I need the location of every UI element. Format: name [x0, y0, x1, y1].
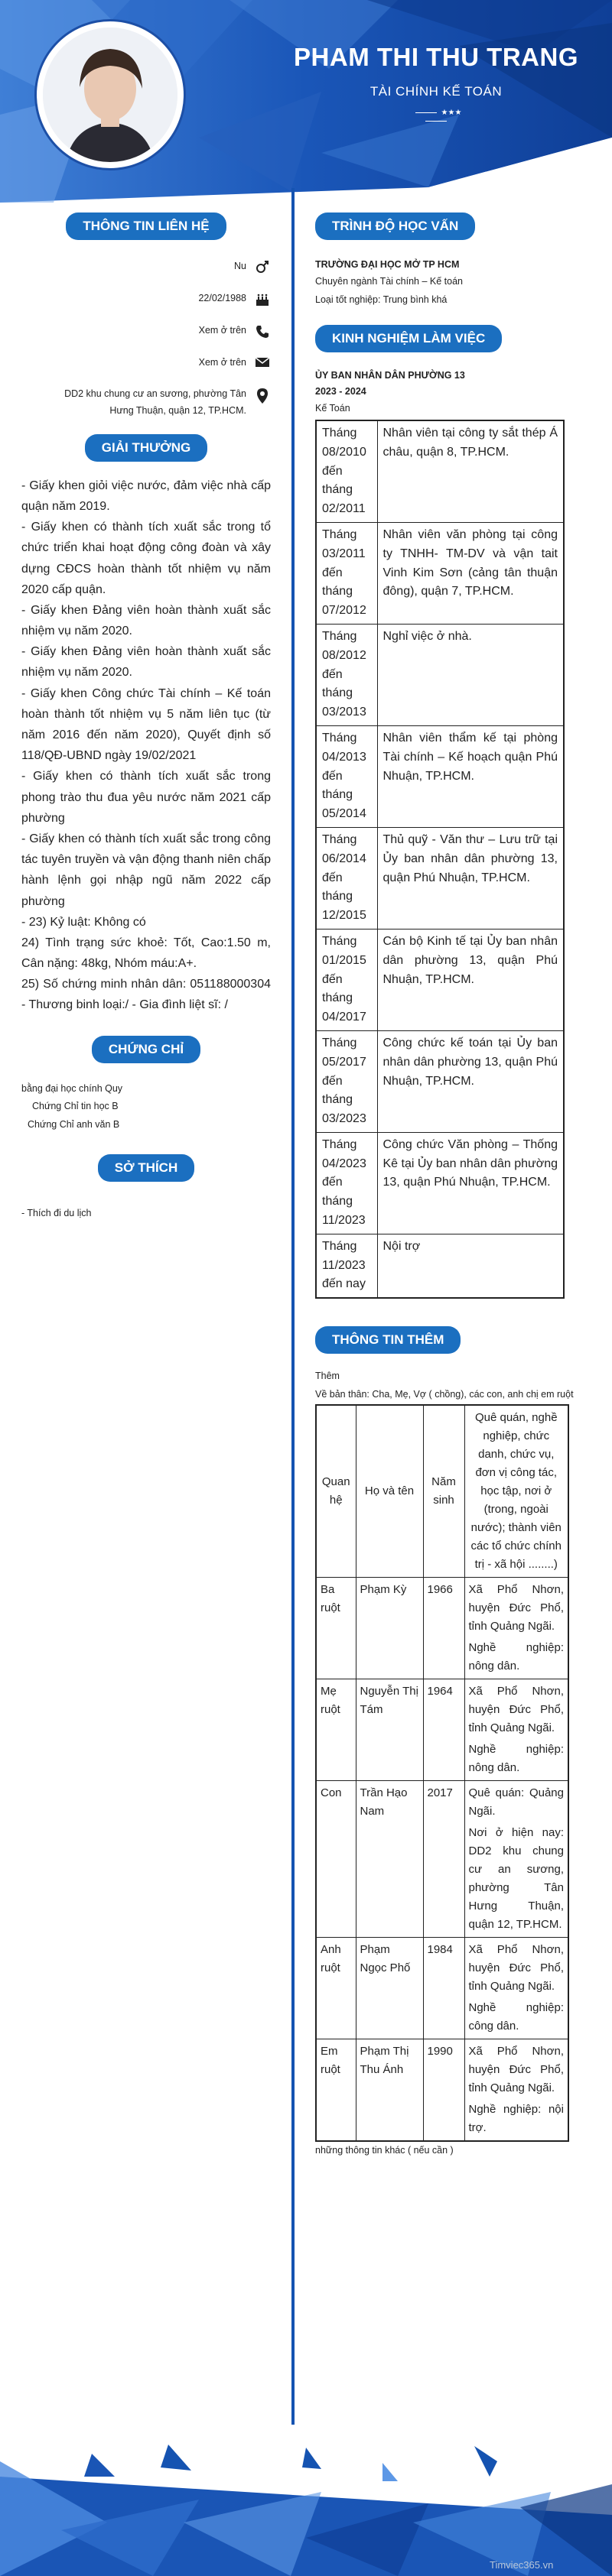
experience-row — [316, 929, 564, 1030]
experience-description: Nghỉ việc ở nhà. — [377, 624, 564, 725]
family-subtitle: Về bản thân: Cha, Mẹ, Vợ ( chồng), các con, anh chị em ruột — [315, 1389, 574, 1400]
experience-row — [316, 827, 564, 929]
family-details — [464, 1679, 568, 1780]
experience-row — [316, 1030, 564, 1132]
candidate-name: PHAM THI THU TRANG — [294, 43, 578, 71]
certificates-list — [21, 1080, 271, 1134]
position: Kế Toán — [315, 403, 350, 414]
awards-heading: GIẢI THƯỞNG — [85, 434, 207, 462]
gender-icon — [254, 260, 271, 275]
family-year: 1990 — [423, 2039, 464, 2141]
experience-date: Tháng 04/2013 đến tháng 05/2014 — [316, 725, 377, 827]
cake-icon — [254, 292, 271, 307]
experience-description: Nhân viên thẩm kế tại phòng Tài chính – Kế hoạch quận Phú Nhuận, TP.HCM. — [377, 725, 564, 827]
column-header: Quê quán, nghề nghiệp, chức danh, chức vụ, đơn vị công tác, học tập, nơi ở (trong, ngoài nước); thành viên các tổ chức chính trị - xã hội ........) — [464, 1405, 568, 1578]
email-row — [21, 355, 271, 371]
family-row — [316, 1679, 568, 1780]
experience-description: Nhân viên văn phòng tại công ty TNHH- TM-DV và vận tait Vinh Kim Sơn (cảng tân thuận đông), quận 7, TP.HCM. — [377, 522, 564, 624]
phone-row — [21, 323, 271, 339]
experience-description: Cán bộ Kinh tế tại Ủy ban nhân dân phường 13, quận Phú Nhuận, TP.HCM. — [377, 929, 564, 1030]
experience-row — [316, 725, 564, 827]
gender-row — [21, 258, 271, 275]
award-item: - Giấy khen giỏi việc nước, đảm việc nhà cấp quận năm 2019. — [21, 479, 271, 513]
hobby-item: - Thích đi du lịch — [21, 1207, 92, 1218]
phone-icon — [254, 324, 271, 339]
award-item: - Giấy khen có thành tích xuất sắc trong phong trào thu đua yêu nước năm 2021 cấp phường — [21, 770, 271, 825]
school-name: TRƯỜNG ĐẠI HỌC MỞ TP HCM — [315, 259, 460, 270]
column-header: Năm sinh — [423, 1405, 464, 1578]
column-header: Quan hệ — [316, 1405, 356, 1578]
email-value: Xem ở trên — [198, 357, 246, 368]
watermark: Timviec365.vn — [490, 2559, 554, 2571]
experience-row — [316, 522, 564, 624]
award-item: - Giấy khen Công chức Tài chính – Kế toán hoàn thành tốt nhiệm vụ 5 năm liên tục (từ năm 2016 đến năm 2020), Quyết định số 118/QĐ-UBND ngày 19/02/2021 — [21, 686, 271, 763]
header-banner — [0, 0, 612, 203]
family-row — [316, 1577, 568, 1679]
family-row — [316, 2039, 568, 2141]
title-stars: ★★★ — [398, 109, 474, 125]
family-row — [316, 1780, 568, 1937]
experience-date: Tháng 04/2023 đến tháng 11/2023 — [316, 1132, 377, 1234]
family-rel: Mẹ ruột — [316, 1679, 356, 1780]
experience-row — [316, 624, 564, 725]
experience-row — [316, 1132, 564, 1234]
phone-value: Xem ở trên — [198, 325, 246, 336]
experience-row — [316, 420, 564, 522]
additional-heading: THÔNG TIN THÊM — [315, 1326, 461, 1354]
additional-intro: Thêm — [315, 1371, 340, 1382]
family-details — [464, 1780, 568, 1937]
experience-date: Tháng 05/2017 đến tháng 03/2023 — [316, 1030, 377, 1132]
experience-description: Công chức Văn phòng – Thống Kê tại Ủy ban nhân dân phường 13, quận Phú Nhuận, TP.HCM. — [377, 1132, 564, 1234]
experience-table — [315, 420, 565, 1299]
family-name: Phạm Kỳ — [356, 1577, 423, 1679]
envelope-icon — [254, 356, 271, 368]
experience-date: Tháng 08/2010 đến tháng 02/2011 — [316, 420, 377, 522]
certificate-item: bằng đại học chính Quy — [21, 1082, 123, 1094]
family-rel: Ba ruột — [316, 1577, 356, 1679]
column-divider — [291, 188, 295, 2425]
family-name: Phạm Thị Thu Ánh — [356, 2039, 423, 2141]
birthday-value: 22/02/1988 — [198, 293, 246, 303]
education-heading: TRÌNH ĐỘ HỌC VẤN — [315, 213, 475, 240]
footer-banner — [0, 2431, 612, 2576]
family-table — [315, 1404, 569, 2142]
family-occupation: Nơi ở hiện nay: DD2 khu chung cư an sương, phường Tân Hưng Thuận, quận 12, TP.HCM. — [468, 1825, 564, 1931]
experience-row — [316, 1234, 564, 1298]
family-occupation: Nghề nghiệp: nông dân. — [468, 1640, 564, 1672]
experience-description: Nhân viên tại công ty sắt thép Á châu, quận 8, TP.HCM. — [377, 420, 564, 522]
experience-description: Thủ quỹ - Văn thư – Lưu trữ tại Ủy ban nhân dân phường 13, quận Phú Nhuận, TP.HCM. — [377, 827, 564, 929]
family-year: 1966 — [423, 1577, 464, 1679]
award-item: 24) Tình trạng sức khoẻ: Tốt, Cao:1.50 m, Cân nặng: 48kg, Nhóm máu:A+. — [21, 936, 271, 971]
family-details — [464, 1937, 568, 2039]
family-hometown: Xã Phổ Nhơn, huyện Đức Phổ, tỉnh Quảng Ngãi. — [468, 1582, 564, 1633]
certificate-item: Chứng Chỉ anh văn B — [28, 1119, 120, 1131]
job-title: TÀI CHÍNH KẾ TOÁN — [369, 84, 503, 99]
avatar — [37, 21, 184, 168]
column-header: Họ và tên — [356, 1405, 423, 1578]
family-header-row — [316, 1405, 568, 1578]
family-rel: Con — [316, 1780, 356, 1937]
employer-name: ỦY BAN NHÂN DÂN PHƯỜNG 13 — [315, 369, 465, 381]
family-occupation: Nghề nghiệp: nội trợ. — [468, 2102, 564, 2134]
experience-heading: KINH NGHIỆM LÀM VIỆC — [315, 325, 502, 352]
birthday-row — [21, 290, 271, 307]
location-pin-icon — [254, 388, 271, 404]
family-rel: Em ruột — [316, 2039, 356, 2141]
major: Chuyên ngành Tài chính – Kế toán — [315, 276, 463, 287]
address-line-1: DD2 khu chung cư an sương, phường Tân — [64, 388, 246, 400]
avatar-photo — [43, 28, 177, 162]
family-details — [464, 2039, 568, 2141]
experience-description: Công chức kế toán tại Ủy ban nhân dân phường 13, quận Phú Nhuận, TP.HCM. — [377, 1030, 564, 1132]
footer-background — [0, 2431, 612, 2576]
experience-date: Tháng 01/2015 đến tháng 04/2017 — [316, 929, 377, 1030]
left-column — [21, 213, 271, 1223]
award-item: - 23) Kỷ luật: Không có — [21, 915, 146, 929]
certificate-item: Chứng Chỉ tin học B — [32, 1101, 119, 1112]
award-item: - Giấy khen có thành tích xuất sắc trong tổ chức triển khai hoạt động công đoàn và xây dựng CĐCS hoàn thành tốt nhiệm vụ năm 2020 cấp quận. — [21, 521, 271, 596]
award-item: - Giấy khen có thành tích xuất sắc trong công tác tuyên truyền và vận động thanh niên chấp hành lệnh gọi nhập ngũ năm 2022 cấp phường — [21, 832, 271, 908]
family-name: Trần Hạo Nam — [356, 1780, 423, 1937]
family-details — [464, 1577, 568, 1679]
awards-list — [21, 475, 271, 1016]
award-item: - Giấy khen Đảng viên hoàn thành xuất sắc nhiệm vụ năm 2020. — [21, 603, 271, 638]
contact-heading: THÔNG TIN LIÊN HỆ — [66, 213, 226, 240]
experience-date: Tháng 06/2014 đến tháng 12/2015 — [316, 827, 377, 929]
family-rel: Anh ruột — [316, 1937, 356, 2039]
family-hometown: Xã Phổ Nhơn, huyện Đức Phổ, tỉnh Quảng Ngãi. — [468, 2044, 564, 2094]
hobbies-list — [21, 1205, 271, 1223]
family-occupation: Nghề nghiệp: nông dân. — [468, 1742, 564, 1774]
family-year: 1964 — [423, 1679, 464, 1780]
family-occupation: Nghề nghiệp: công dân. — [468, 2000, 564, 2033]
right-column — [315, 213, 580, 2160]
gender-value: Nu — [234, 261, 246, 271]
address-row — [21, 386, 271, 419]
graduation-grade: Loại tốt nghiệp: Trung bình khá — [315, 294, 448, 305]
award-item: 25) Số chứng minh nhân dân: 051188000304 - Thương binh loại:/ - Gia đình liệt sĩ: / — [21, 978, 271, 1012]
certificates-heading: CHỨNG CHỈ — [92, 1036, 200, 1063]
family-hometown: Xã Phổ Nhơn, huyện Đức Phổ, tỉnh Quảng Ngãi. — [468, 1942, 564, 1993]
family-hometown: Quê quán: Quảng Ngãi. — [468, 1786, 564, 1818]
experience-description: Nội trợ — [377, 1234, 564, 1298]
family-row — [316, 1937, 568, 2039]
experience-date: Tháng 11/2023 đến nay — [316, 1234, 377, 1298]
family-year: 1984 — [423, 1937, 464, 2039]
hobbies-heading: SỞ THÍCH — [98, 1154, 195, 1182]
address-line-2: Hưng Thuận, quận 12, TP.HCM. — [109, 404, 246, 416]
employment-period: 2023 - 2024 — [315, 386, 366, 397]
experience-date: Tháng 08/2012 đến tháng 03/2013 — [316, 624, 377, 725]
experience-date: Tháng 03/2011 đến tháng 07/2012 — [316, 522, 377, 624]
family-year: 2017 — [423, 1780, 464, 1937]
family-name: Phạm Ngọc Phố — [356, 1937, 423, 2039]
family-hometown: Xã Phổ Nhơn, huyện Đức Phổ, tỉnh Quảng Ngãi. — [468, 1684, 564, 1734]
award-item: - Giấy khen Đảng viên hoàn thành xuất sắc nhiệm vụ năm 2020. — [21, 645, 271, 680]
family-name: Nguyễn Thị Tám — [356, 1679, 423, 1780]
family-footnote: những thông tin khác ( nếu cần ) — [315, 2144, 454, 2156]
